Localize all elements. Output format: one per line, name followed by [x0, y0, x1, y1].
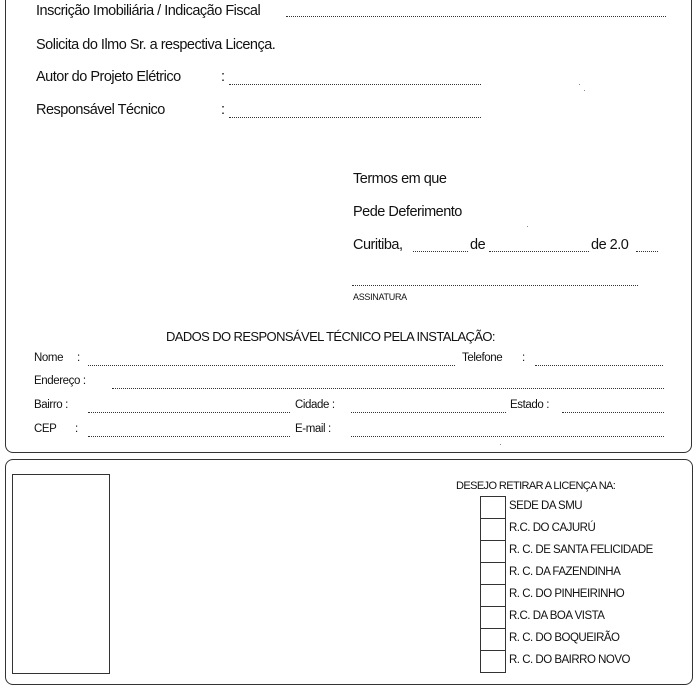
estado-label: Estado :	[510, 399, 549, 411]
solicita-text: Solicita do Ilmo Sr. a respectiva Licença.	[36, 37, 276, 53]
cep-colon: :	[75, 423, 78, 435]
de-label-1: de	[470, 237, 486, 253]
option-label: R. C. DA FAZENDINHA	[509, 566, 621, 578]
cidade-label: Cidade :	[295, 399, 335, 411]
endereco-label: Endereço :	[34, 375, 86, 387]
assinatura-label: ASSINATURA	[353, 292, 407, 302]
checkbox-rc-boa-vista[interactable]	[480, 606, 506, 629]
checkbox-rc-boqueirao[interactable]	[480, 628, 506, 651]
scan-speck	[584, 90, 585, 91]
scan-speck	[579, 84, 580, 85]
photo-box	[12, 474, 110, 674]
responsavel-label: Responsável Técnico	[36, 102, 165, 118]
checkbox-sede-smu[interactable]	[480, 496, 506, 519]
inscricao-field[interactable]	[286, 16, 666, 17]
checkbox-rc-cajuru[interactable]	[480, 518, 506, 541]
endereco-field[interactable]	[112, 388, 664, 389]
checkbox-rc-bairro-novo[interactable]	[480, 650, 506, 673]
email-field[interactable]	[351, 436, 664, 437]
nome-field[interactable]	[88, 365, 455, 366]
checkbox-rc-pinheirinho[interactable]	[480, 584, 506, 607]
responsavel-field[interactable]	[229, 117, 481, 118]
telefone-label: Telefone	[462, 352, 503, 364]
licenca-title: DESEJO RETIRAR A LICENÇA NA:	[456, 480, 616, 492]
nome-label: Nome	[34, 352, 64, 364]
cep-field[interactable]	[88, 436, 290, 437]
scan-speck	[500, 444, 501, 445]
autor-colon: :	[221, 69, 225, 85]
option-label: R.C. DO CAJURÚ	[509, 522, 596, 534]
year-field[interactable]	[636, 251, 658, 252]
dados-title: DADOS DO RESPONSÁVEL TÉCNICO PELA INSTALAÇÃO:	[166, 329, 495, 344]
telefone-field[interactable]	[535, 365, 663, 366]
telefone-colon: :	[522, 352, 525, 364]
cep-label: CEP	[34, 423, 57, 435]
city-label: Curitiba,	[353, 237, 403, 253]
autor-label: Autor do Projeto Elétrico	[36, 69, 181, 85]
autor-field[interactable]	[229, 84, 481, 85]
pede-text: Pede Deferimento	[353, 204, 462, 220]
option-label: R. C. DO BOQUEIRÃO	[509, 632, 620, 644]
month-field[interactable]	[489, 251, 589, 252]
de-label-2: de 2.0	[591, 237, 629, 253]
checkbox-rc-santa-felicidade[interactable]	[480, 540, 506, 563]
checkbox-rc-fazendinha[interactable]	[480, 562, 506, 585]
termos-text: Termos em que	[353, 171, 447, 187]
signature-line[interactable]	[352, 285, 638, 286]
estado-field[interactable]	[562, 412, 664, 413]
option-label: R. C. DE SANTA FELICIDADE	[509, 544, 653, 556]
option-label: R.C. DA BOA VISTA	[509, 610, 605, 622]
cidade-field[interactable]	[351, 412, 506, 413]
option-label: R. C. DO BAIRRO NOVO	[509, 654, 630, 666]
email-label: E-mail :	[295, 423, 331, 435]
nome-colon: :	[77, 352, 80, 364]
bairro-field[interactable]	[88, 412, 290, 413]
responsavel-colon: :	[221, 102, 225, 118]
option-label: R. C. DO PINHEIRINHO	[509, 588, 625, 600]
day-field[interactable]	[413, 251, 468, 252]
option-label: SEDE DA SMU	[509, 500, 583, 512]
upper-form-box	[5, 0, 692, 453]
bairro-label: Bairro :	[34, 399, 68, 411]
scan-speck	[527, 226, 528, 227]
inscricao-label: Inscrição Imobiliária / Indicação Fiscal	[36, 3, 261, 19]
